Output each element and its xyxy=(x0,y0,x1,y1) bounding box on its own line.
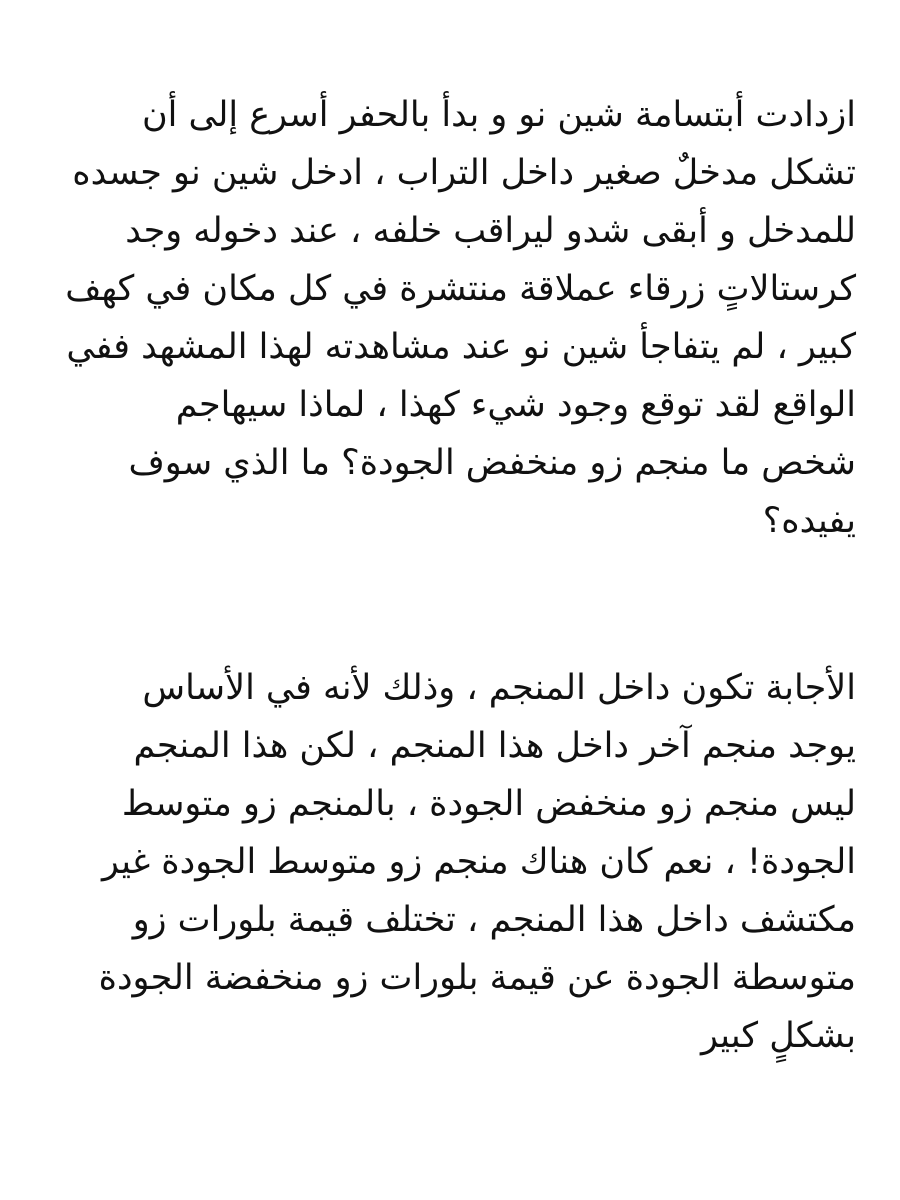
text-line: يفيده؟ xyxy=(762,501,856,541)
text-line: بشكلٍ كبير xyxy=(700,1016,856,1056)
paragraph-1 xyxy=(44,86,856,550)
text-line: تشكل مدخلٌ صغير داخل التراب ، ادخل شين نو جسده xyxy=(72,153,856,193)
text-line: ليس منجم زو منخفض الجودة ، بالمنجم زو متوسط xyxy=(121,784,856,824)
text-line: للمدخل و أبقى شدو ليراقب خلفه ، عند دخوله وجد xyxy=(125,211,856,251)
text-line: كرستالاتٍ زرقاء عملاقة منتشرة في كل مكان في كهف xyxy=(65,269,856,309)
text-line: يوجد منجم آخر داخل هذا المنجم ، لكن هذا المنجم xyxy=(133,726,856,766)
text-line: كبير ، لم يتفاجأ شين نو عند مشاهدته لهذا المشهد ففي xyxy=(66,327,856,367)
text-line: متوسطة الجودة عن قيمة بلورات زو منخفضة الجودة xyxy=(98,958,856,998)
text-line: الأجابة تكون داخل المنجم ، وذلك لأنه في الأساس xyxy=(142,668,856,708)
text-line: ازدادت أبتسامة شين نو و بدأ بالحفر أسرع إلى أن xyxy=(141,95,856,135)
text-line: مكتشف داخل هذا المنجم ، تختلف قيمة بلورات زو xyxy=(132,900,856,940)
text-line: شخص ما منجم زو منخفض الجودة؟ ما الذي سوف xyxy=(128,443,856,483)
paragraph-2 xyxy=(44,659,856,1065)
text-line: الجودة! ، نعم كان هناك منجم زو متوسط الجودة غير xyxy=(101,842,856,882)
text-line: الواقع لقد توقع وجود شيء كهذا ، لماذا سيهاجم xyxy=(175,385,856,425)
